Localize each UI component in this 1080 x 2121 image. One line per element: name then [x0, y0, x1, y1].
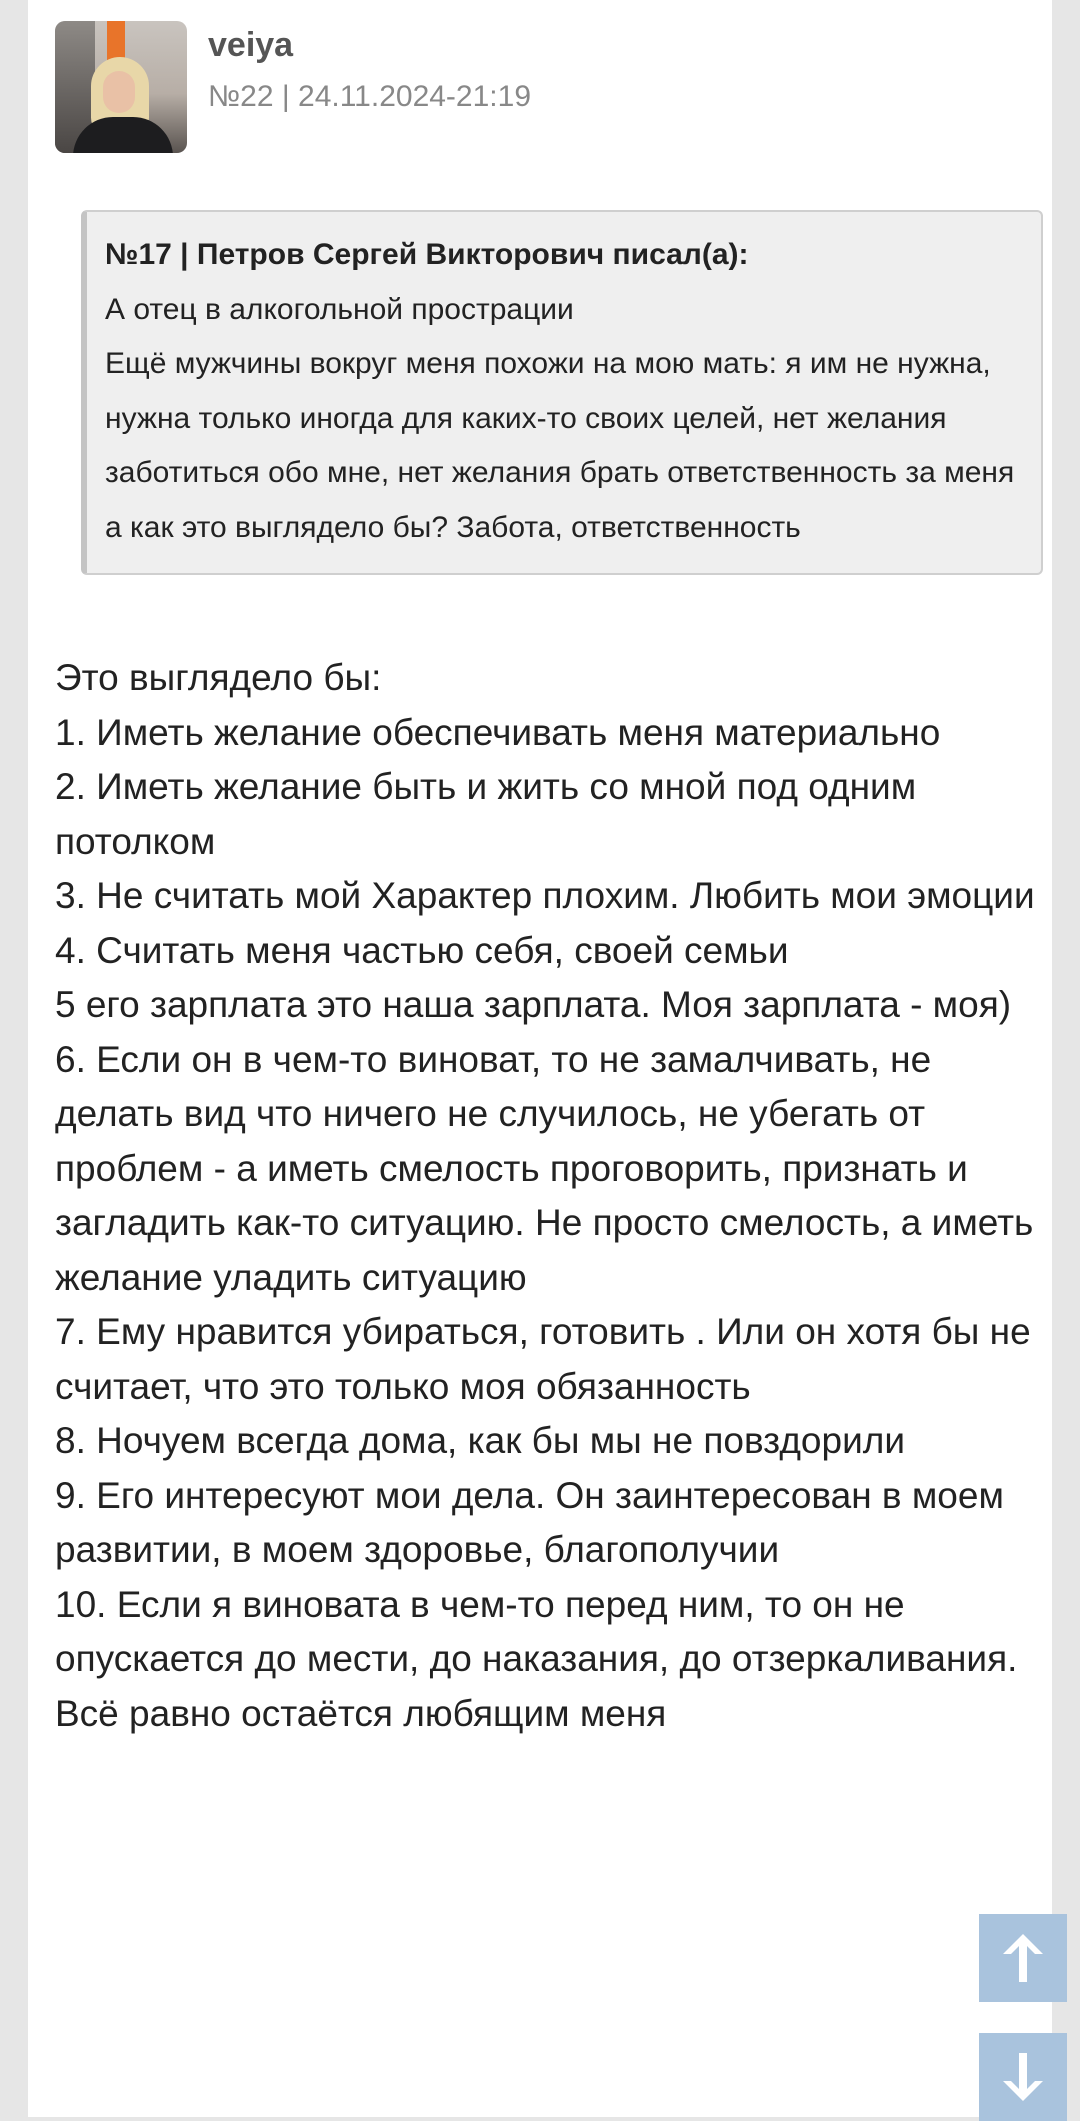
scroll-up-button[interactable]	[979, 1914, 1067, 2002]
post-paragraph: 8. Ночуем всегда дома, как бы мы не повздорили	[55, 1420, 906, 1461]
post-paragraph: 7. Ему нравится убираться, готовить . Или он хотя бы не считает, что это только моя обязанность	[55, 1311, 1031, 1407]
post-paragraph: Это выглядело бы:	[55, 657, 382, 698]
post-paragraph: 1. Иметь желание обеспечивать меня материально	[55, 711, 941, 753]
scroll-down-button[interactable]	[979, 2033, 1067, 2121]
post-paragraph: 2. Иметь желание быть и жить со мной под одним потолком	[55, 766, 917, 862]
post-card	[28, 0, 1052, 2117]
post-paragraph: 5 его зарплата это наша зарплата. Моя зарплата - моя)	[55, 984, 1012, 1025]
quote-line: Ещё мужчины вокруг меня похожи на мою мать: я им не нужна, нужна только иногда для каких-то своих целей, нет желания заботиться обо мне, нет желания брать ответственность за меня	[105, 347, 1015, 489]
quote-line: а как это выглядело бы? Забота, ответственность	[105, 510, 801, 544]
quote-line: А отец в алкогольной прострации	[105, 292, 574, 326]
post-paragraph: 9. Его интересуют мои дела. Он заинтересован в моем развитии, в моем здоровье, благополучии	[55, 1474, 1004, 1570]
quote-author: №17 | Петров Сергей Викторович писал(а):	[105, 238, 749, 271]
avatar[interactable]	[55, 21, 187, 153]
post-paragraph: 3. Не считать мой Характер плохим. Любить мои эмоции	[55, 875, 1035, 916]
post-body	[55, 651, 1045, 1741]
username[interactable]: veiya	[208, 26, 294, 64]
quote-block	[81, 210, 1043, 575]
arrow-up-icon	[999, 1930, 1047, 1986]
arrow-down-icon	[999, 2049, 1047, 2105]
post-meta	[208, 21, 531, 155]
post-info: №22 | 24.11.2024-21:19	[208, 80, 531, 113]
post-header	[55, 21, 531, 155]
post-paragraph: 6. Если он в чем-то виноват, то не замалчивать, не делать вид что ничего не случилось, не убегать от проблем - а иметь смелость проговорить, признать и загладить как-то ситуацию. Не просто смелость, а иметь желание уладить ситуацию	[55, 1038, 1034, 1298]
post-paragraph: 4. Считать меня частью себя, своей семьи	[55, 929, 789, 971]
post-paragraph: 10. Если я виновата в чем-то перед ним, то он не опускается до мести, до наказания, до отзеркаливания. Всё равно остаётся любящим меня	[55, 1583, 1018, 1734]
